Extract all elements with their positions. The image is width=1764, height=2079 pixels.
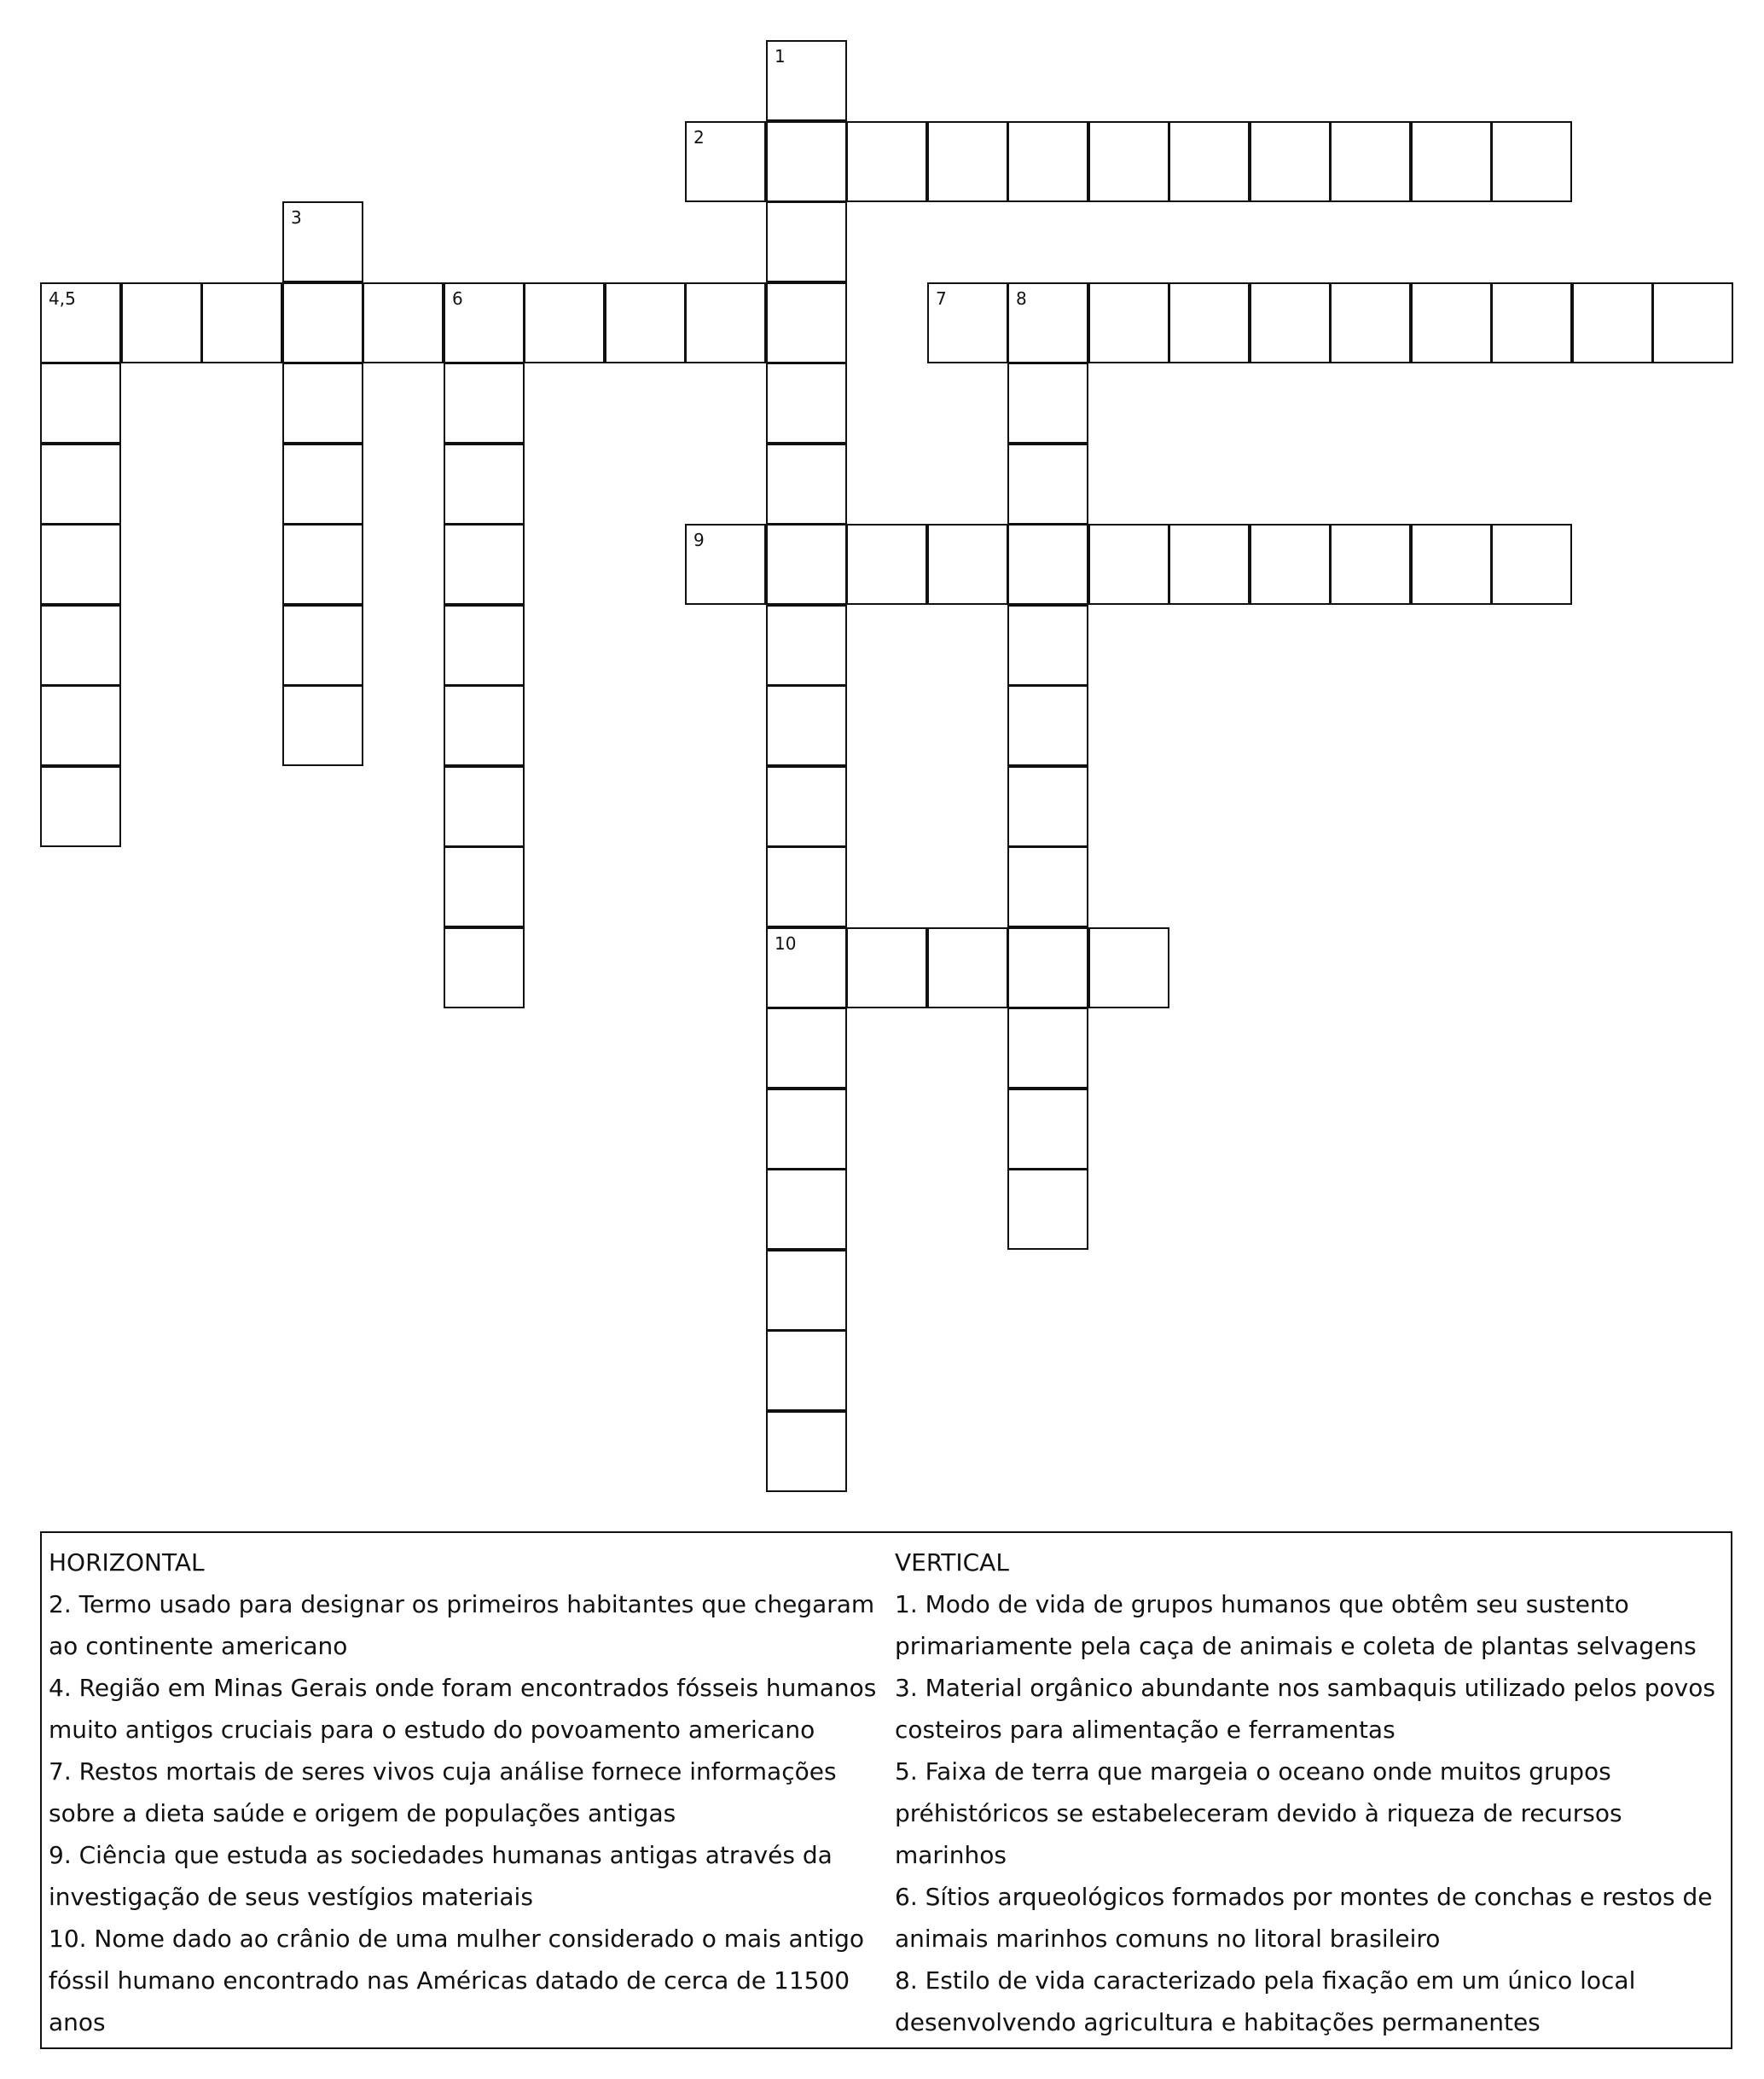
crossword-cell[interactable] <box>1007 1008 1088 1089</box>
crossword-cell[interactable] <box>444 605 525 686</box>
crossword-cell[interactable] <box>40 524 121 605</box>
crossword-cell[interactable] <box>766 201 847 282</box>
crossword-cell[interactable] <box>40 363 121 444</box>
crossword-cell[interactable] <box>282 685 363 766</box>
crossword-cell[interactable] <box>1007 846 1088 927</box>
crossword-cell[interactable] <box>605 282 686 363</box>
crossword-cell[interactable] <box>766 927 847 1008</box>
crossword-cell[interactable] <box>1088 524 1169 605</box>
crossword-cell[interactable] <box>40 282 121 363</box>
vertical-clues <box>895 1542 1731 2043</box>
crossword-cell[interactable] <box>1007 121 1088 202</box>
crossword-cell[interactable] <box>766 605 847 686</box>
clue-horizontal-2: 2. Termo usado para designar os primeiros habitantes que chegaram ao continente americano <box>49 1590 875 1660</box>
clue-number: 10 <box>775 933 797 954</box>
vertical-title: VERTICAL <box>895 1548 1009 1577</box>
crossword-cell[interactable] <box>1491 121 1572 202</box>
crossword-cell[interactable] <box>766 363 847 444</box>
crossword-cell[interactable] <box>444 766 525 847</box>
clue-horizontal-4: 4. Região em Minas Gerais onde foram encontrados fósseis humanos muito antigos cruciais para o estudo do povoamento americano <box>49 1674 877 1744</box>
crossword-cell[interactable] <box>766 1330 847 1411</box>
crossword-cell[interactable] <box>1088 121 1169 202</box>
crossword-cell[interactable] <box>685 282 766 363</box>
crossword-cell[interactable] <box>282 444 363 525</box>
crossword-cell[interactable] <box>1330 524 1411 605</box>
clue-vertical-5: 5. Faixa de terra que margeia o oceano onde muitos grupos préhistóricos se estabeleceram devido à riqueza de recursos marinhos <box>895 1757 1622 1869</box>
crossword-cell[interactable] <box>927 524 1008 605</box>
crossword-cell[interactable] <box>40 605 121 686</box>
crossword-cell[interactable] <box>1169 121 1250 202</box>
crossword-cell[interactable] <box>846 121 927 202</box>
crossword-cell[interactable] <box>1169 282 1250 363</box>
clue-number: 6 <box>452 288 463 309</box>
crossword-cell[interactable] <box>1007 685 1088 766</box>
crossword-cell[interactable] <box>1411 524 1492 605</box>
crossword-cell[interactable] <box>1652 282 1733 363</box>
crossword-cell[interactable] <box>766 685 847 766</box>
crossword-cell[interactable] <box>201 282 282 363</box>
clue-number: 2 <box>693 127 705 148</box>
crossword-cell[interactable] <box>766 121 847 202</box>
clue-number: 7 <box>936 288 947 309</box>
crossword-cell[interactable] <box>766 444 847 525</box>
crossword-cell[interactable] <box>40 685 121 766</box>
clue-horizontal-10: 10. Nome dado ao crânio de uma mulher considerado o mais antigo fóssil humano encontrado nas Américas datado de cerca de 11500 anos <box>49 1925 865 2036</box>
clue-number: 1 <box>775 46 786 67</box>
crossword-cell[interactable] <box>282 363 363 444</box>
crossword-cell[interactable] <box>40 766 121 847</box>
crossword-cell[interactable] <box>1572 282 1653 363</box>
crossword-cell[interactable] <box>282 201 363 282</box>
crossword-cell[interactable] <box>766 282 847 363</box>
crossword-cell[interactable] <box>1007 524 1088 605</box>
crossword-cell[interactable] <box>766 766 847 847</box>
crossword-cell[interactable] <box>444 444 525 525</box>
horizontal-clues <box>49 1542 885 2043</box>
clue-vertical-1: 1. Modo de vida de grupos humanos que obtêm seu sustento primariamente pela caça de animais e coleta de plantas selvagens <box>895 1590 1697 1660</box>
crossword-cell[interactable] <box>1330 121 1411 202</box>
crossword-cell[interactable] <box>444 927 525 1008</box>
clue-number: 4,5 <box>49 288 76 309</box>
clue-horizontal-9: 9. Ciência que estuda as sociedades humanas antigas através da investigação de seus vestígios materiais <box>49 1841 833 1911</box>
crossword-cell[interactable] <box>1007 605 1088 686</box>
crossword-cell[interactable] <box>1491 524 1572 605</box>
crossword-cell[interactable] <box>1007 444 1088 525</box>
crossword-cell[interactable] <box>927 927 1008 1008</box>
crossword-cell[interactable] <box>444 282 525 363</box>
crossword-cell[interactable] <box>1169 524 1250 605</box>
crossword-cell[interactable] <box>282 524 363 605</box>
crossword-cell[interactable] <box>766 1169 847 1250</box>
crossword-cell[interactable] <box>1007 1169 1088 1250</box>
crossword-cell[interactable] <box>685 121 766 202</box>
crossword-cell[interactable] <box>1250 121 1331 202</box>
crossword-cell[interactable] <box>766 1089 847 1170</box>
crossword-cell[interactable] <box>1007 766 1088 847</box>
crossword-cell[interactable] <box>846 524 927 605</box>
crossword-cell[interactable] <box>927 121 1008 202</box>
clue-number: 3 <box>291 207 302 228</box>
clue-vertical-3: 3. Material orgânico abundante nos sambaquis utilizado pelos povos costeiros para alimentação e ferramentas <box>895 1674 1715 1744</box>
crossword-cell[interactable] <box>1411 121 1492 202</box>
crossword-cell[interactable] <box>1330 282 1411 363</box>
crossword-cell[interactable] <box>766 846 847 927</box>
crossword-cell[interactable] <box>1007 363 1088 444</box>
crossword-cell[interactable] <box>1491 282 1572 363</box>
crossword-cell[interactable] <box>444 685 525 766</box>
crossword-cell[interactable] <box>1007 282 1088 363</box>
clue-vertical-8: 8. Estilo de vida caracterizado pela fixação em um único local desenvolvendo agricultura e habitações permanentes <box>895 1966 1636 2036</box>
crossword-cell[interactable] <box>766 40 847 121</box>
crossword-cell[interactable] <box>282 282 363 363</box>
clue-horizontal-7: 7. Restos mortais de seres vivos cuja análise fornece informações sobre a dieta saúde e origem de populações antigas <box>49 1757 837 1827</box>
crossword-cell[interactable] <box>766 1411 847 1492</box>
crossword-cell[interactable] <box>766 524 847 605</box>
crossword-cell[interactable] <box>1007 1089 1088 1170</box>
crossword-cell[interactable] <box>1411 282 1492 363</box>
horizontal-title: HORIZONTAL <box>49 1548 205 1577</box>
crossword-cell[interactable] <box>524 282 605 363</box>
clue-vertical-6: 6. Sítios arqueológicos formados por montes de conchas e restos de animais marinhos comuns no litoral brasileiro <box>895 1883 1713 1953</box>
crossword-cell[interactable] <box>1007 927 1088 1008</box>
crossword-cell[interactable] <box>282 605 363 686</box>
crossword-cell[interactable] <box>766 1008 847 1089</box>
crossword-cell[interactable] <box>1088 282 1169 363</box>
crossword-cell[interactable] <box>1250 524 1331 605</box>
crossword-cell[interactable] <box>1250 282 1331 363</box>
crossword-cell[interactable] <box>121 282 202 363</box>
crossword-cell[interactable] <box>766 1250 847 1331</box>
crossword-cell[interactable] <box>1088 927 1169 1008</box>
crossword-cell[interactable] <box>444 846 525 927</box>
crossword-cell[interactable] <box>363 282 444 363</box>
clues-panel <box>40 1531 1732 2049</box>
clue-number: 9 <box>693 530 705 550</box>
crossword-cell[interactable] <box>444 363 525 444</box>
crossword-cell[interactable] <box>927 282 1008 363</box>
clue-number: 8 <box>1016 288 1027 309</box>
crossword-cell[interactable] <box>444 524 525 605</box>
crossword-cell[interactable] <box>846 927 927 1008</box>
crossword-cell[interactable] <box>40 444 121 525</box>
crossword-cell[interactable] <box>685 524 766 605</box>
